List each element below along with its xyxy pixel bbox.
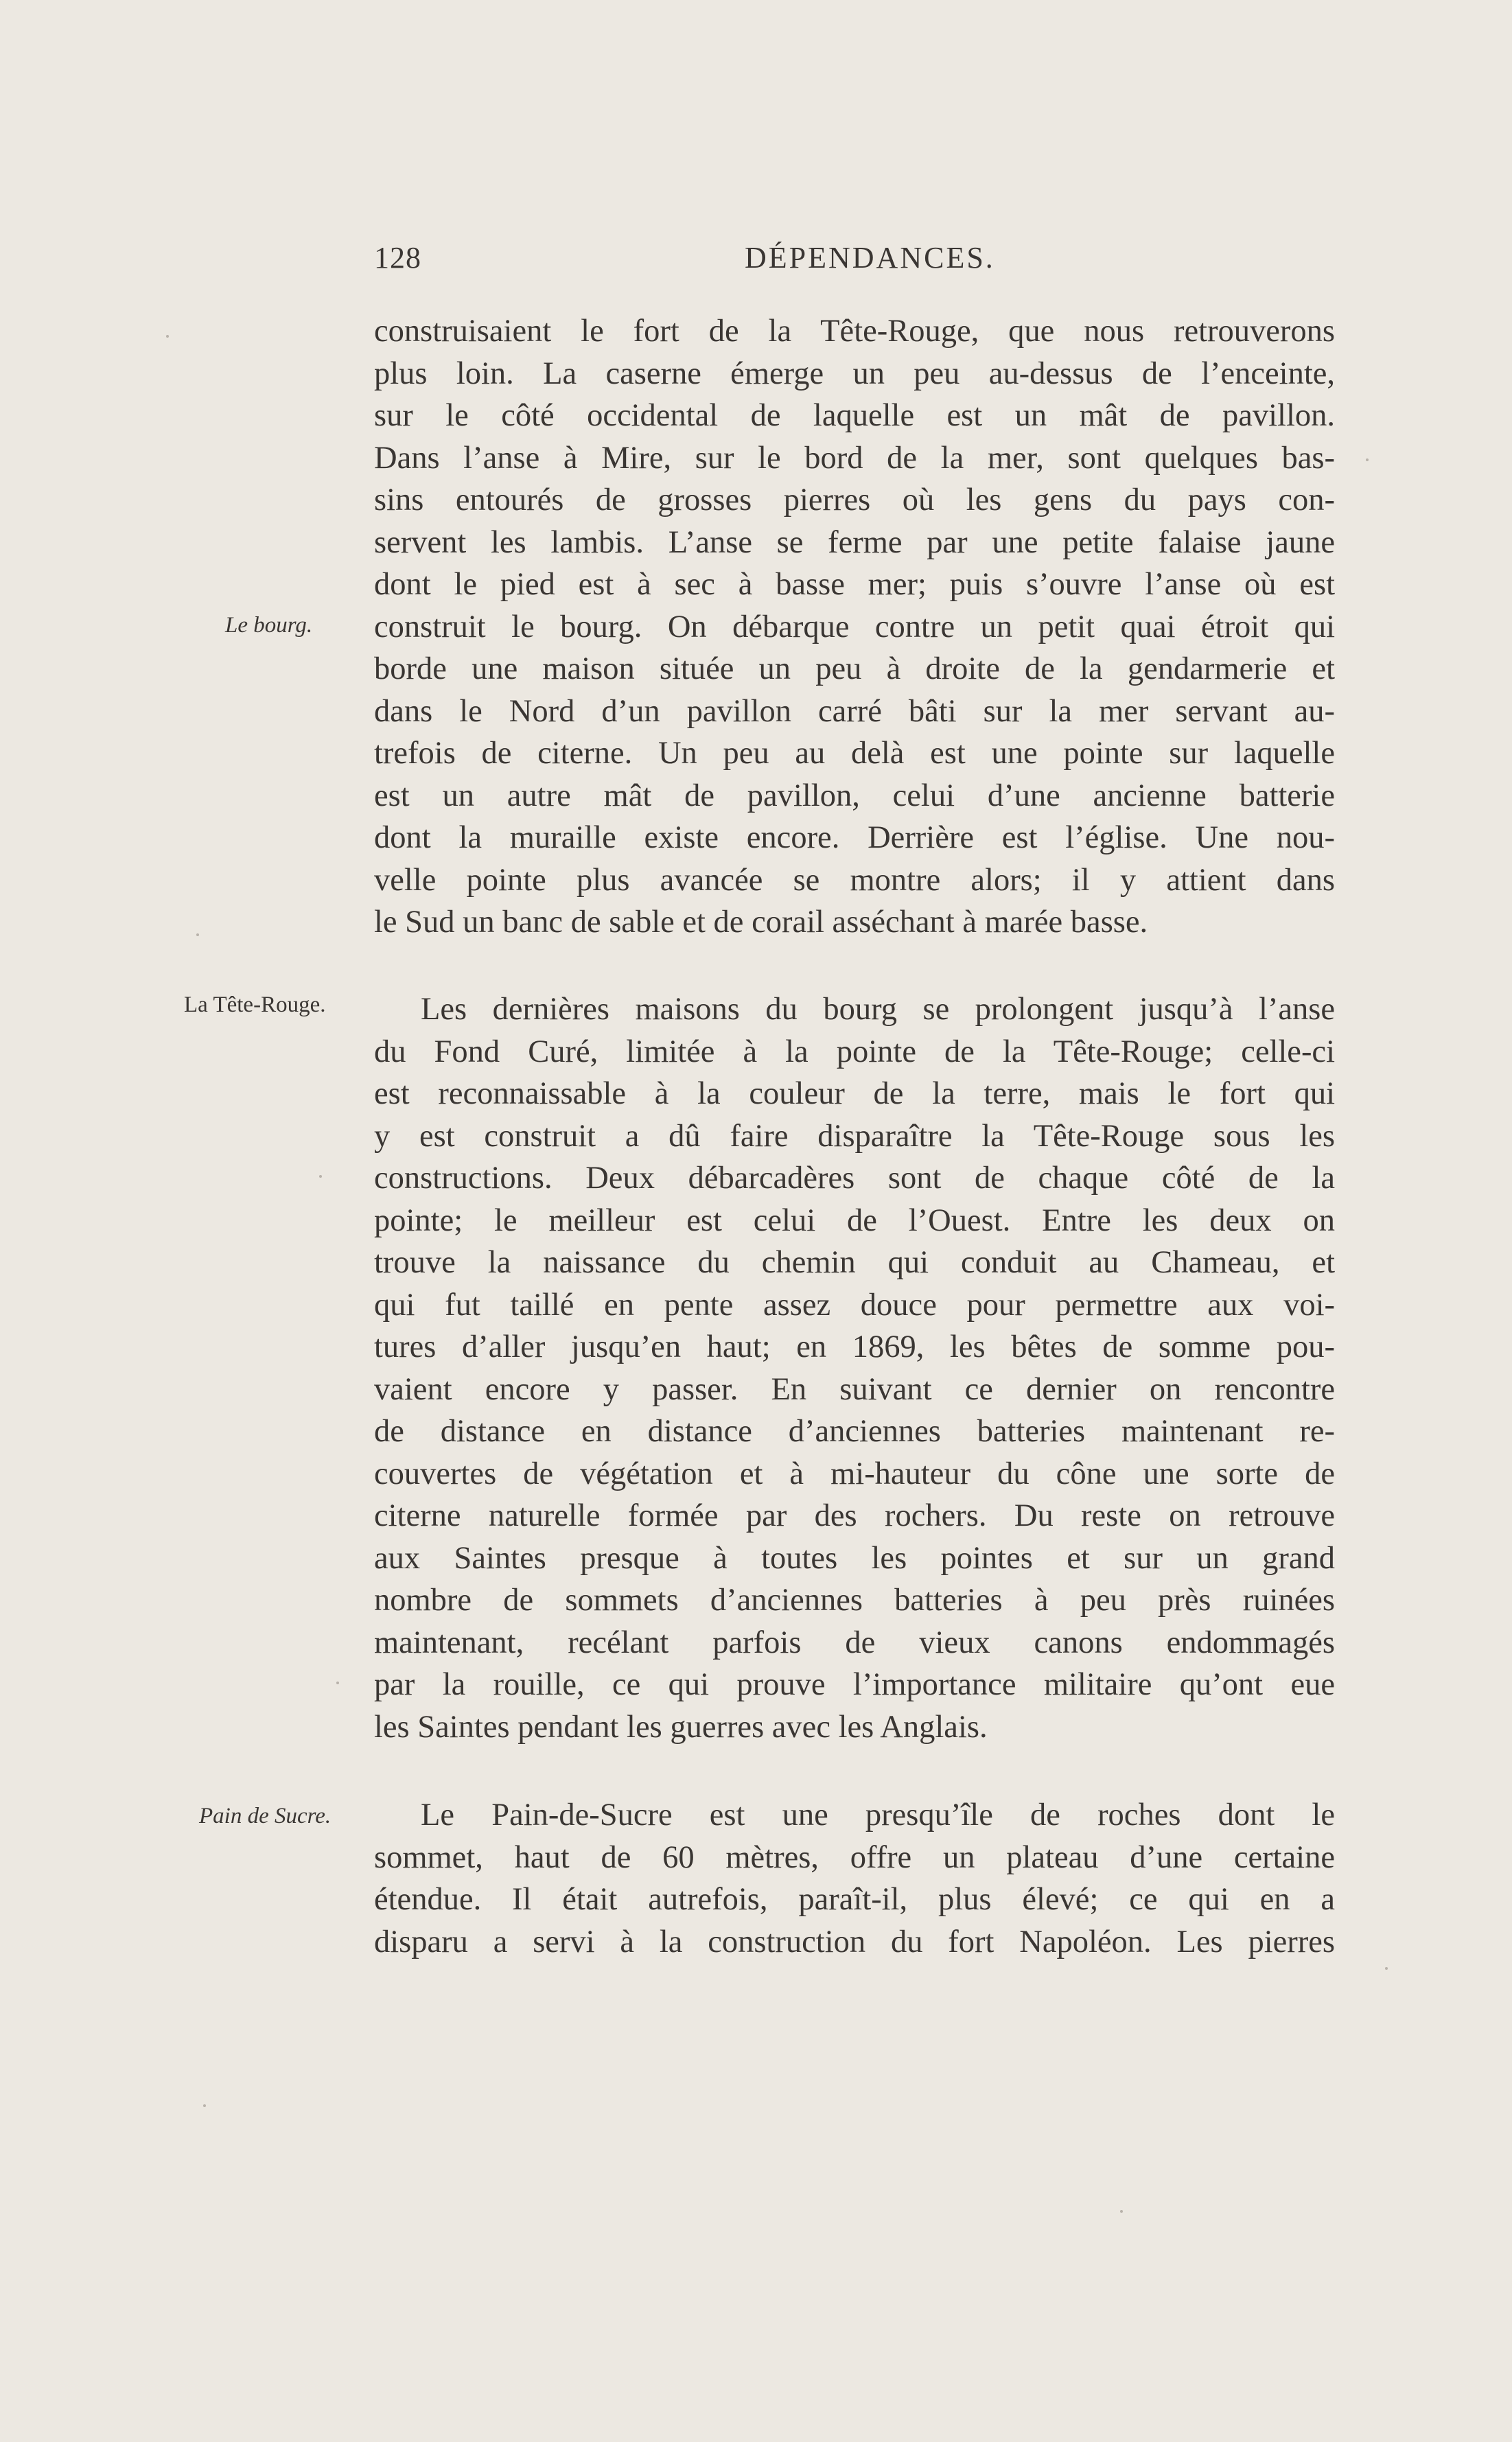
text-line: dont le pied est à sec à basse mer; puis s’ouvre l’anse où est	[374, 567, 1335, 602]
paper-speck	[1385, 1967, 1388, 1970]
text-line: par la rouille, ce qui prouve l’importance militaire qu’ont eue	[374, 1667, 1335, 1702]
text-line: plus loin. La caserne émerge un peu au-dessus de l’enceinte,	[374, 356, 1335, 391]
margin-note-pain-de-sucre: Pain de Sucre.	[199, 1804, 332, 1828]
text-line: étendue. Il était autrefois, paraît-il, plus élevé; ce qui en a	[374, 1882, 1335, 1917]
text-line: aux Saintes presque à toutes les pointes et sur un grand	[374, 1540, 1335, 1576]
text-line: sur le côté occidental de laquelle est un mât de pavillon.	[374, 398, 1335, 433]
text-line: les Saintes pendant les guerres avec les Anglais.	[374, 1709, 988, 1745]
text-line: constructions. Deux débarcadères sont de chaque côté de la	[374, 1161, 1335, 1196]
paragraph-1	[374, 310, 1335, 944]
text-line: maintenant, recélant parfois de vieux canons endommagés	[374, 1625, 1335, 1660]
text-line: vaient encore y passer. En suivant ce dernier on rencontre	[374, 1371, 1335, 1407]
paper-speck	[1366, 458, 1369, 461]
text-line: trouve la naissance du chemin qui conduit au Chameau, et	[374, 1245, 1335, 1280]
text-line: Le Pain-de-Sucre est une presqu’île de roches dont le	[421, 1798, 1335, 1833]
text-line: est reconnaissable à la couleur de la terre, mais le fort qui	[374, 1076, 1335, 1111]
text-line: de distance en distance d’anciennes batteries maintenant re-	[374, 1414, 1335, 1449]
paragraph-2	[374, 988, 1335, 1748]
text-line: est un autre mât de pavillon, celui d’une ancienne batterie	[374, 778, 1335, 813]
margin-note-tete-rouge: La Tête-Rouge.	[184, 992, 326, 1017]
margin-note-le-bourg: Le bourg.	[225, 613, 313, 638]
paper-speck	[196, 933, 199, 936]
paper-speck	[336, 1682, 339, 1684]
paper-speck	[1120, 2210, 1123, 2213]
text-line: dont la muraille existe encore. Derrière est l’église. Une nou-	[374, 820, 1335, 855]
text-line: Les dernières maisons du bourg se prolongent jusqu’à l’anse	[421, 992, 1335, 1027]
text-line: borde une maison située un peu à droite de la gendarmerie et	[374, 651, 1335, 686]
paper-speck	[166, 335, 169, 338]
paragraph-3	[374, 1794, 1335, 1963]
text-line: couvertes de végétation et à mi-hauteur du cône une sorte de	[374, 1456, 1335, 1491]
text-line: qui fut taillé en pente assez douce pour permettre aux voi-	[374, 1287, 1335, 1323]
text-line: servent les lambis. L’anse se ferme par une petite falaise jaune	[374, 524, 1335, 560]
text-line: nombre de sommets d’anciennes batteries à peu près ruinées	[374, 1583, 1335, 1618]
running-title: DÉPENDANCES.	[745, 241, 995, 275]
text-line: y est construit a dû faire disparaître la Tête-Rouge sous les	[374, 1118, 1335, 1154]
text-line: construisaient le fort de la Tête-Rouge, que nous retrouverons	[374, 314, 1335, 349]
text-line: construit le bourg. On débarque contre un petit quai étroit qui	[374, 609, 1335, 644]
text-line: Dans l’anse à Mire, sur le bord de la mer, sont quelques bas-	[374, 440, 1335, 476]
text-line: pointe; le meilleur est celui de l’Ouest. Entre les deux on	[374, 1202, 1335, 1238]
text-line: citerne naturelle formée par des rochers. Du reste on retrouve	[374, 1498, 1335, 1533]
paper-speck	[203, 2104, 206, 2107]
text-line: disparu a servi à la construction du fort Napoléon. Les pierres	[374, 1924, 1335, 1960]
text-line: le Sud un banc de sable et de corail asséchant à marée basse.	[374, 905, 1148, 940]
text-line: tures d’aller jusqu’en haut; en 1869, les bêtes de somme pou-	[374, 1329, 1335, 1364]
text-line: sommet, haut de 60 mètres, offre un plateau d’une certaine	[374, 1839, 1335, 1875]
text-line: sins entourés de grosses pierres où les gens du pays con-	[374, 482, 1335, 518]
text-line: velle pointe plus avancée se montre alors; il y attient dans	[374, 862, 1335, 898]
text-line: du Fond Curé, limitée à la pointe de la Tête-Rouge; celle-ci	[374, 1034, 1335, 1069]
page-number: 128	[374, 241, 421, 275]
text-line: trefois de citerne. Un peu au delà est une pointe sur laquelle	[374, 736, 1335, 771]
text-line: dans le Nord d’un pavillon carré bâti sur la mer servant au-	[374, 693, 1335, 729]
page-header	[374, 240, 1335, 281]
paper-speck	[319, 1175, 322, 1178]
